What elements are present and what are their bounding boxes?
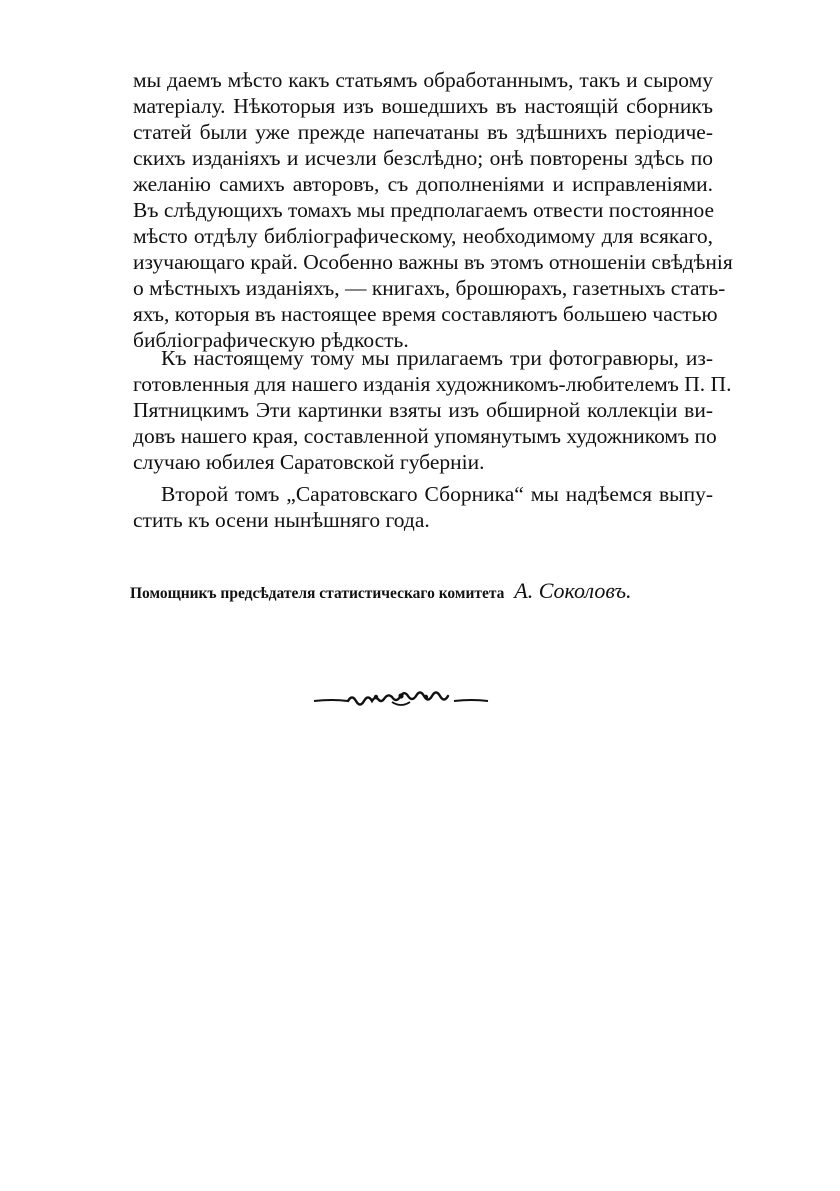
text-line: Въ слѣдующихъ томахъ мы предполагаемъ отвести постоянное (133, 198, 715, 222)
text-line: довъ нашего края, составленной упомянутымъ художникомъ по (133, 424, 717, 448)
text-line: матеріалу. Нѣкоторыя изъ вошедшихъ въ настоящій сборникъ (133, 94, 713, 118)
text-line: статей были уже прежде напечатаны въ здѣшнихъ періодиче- (133, 120, 713, 144)
signature-name: А. Соколовъ. (514, 578, 632, 603)
text-line: библіографическую рѣдкость. (133, 328, 409, 352)
text-line: случаю юбилея Саратовской губерніи. (133, 450, 485, 474)
text-line: готовленныя для нашего изданія художникомъ-любителемъ П. П. (133, 372, 732, 396)
text-line: яхъ, которыя въ настоящее время составляютъ большею частью (133, 302, 718, 326)
text-line: о мѣстныхъ изданіяхъ, — книгахъ, брошюрахъ, газетныхъ стать- (133, 276, 726, 300)
paragraph-continuation (133, 67, 733, 353)
text-line: изучающаго край. Особенно важны въ этомъ отношеніи свѣдѣнія (133, 250, 733, 274)
text-line: Пятницкимъ Эти картинки взяты изъ обширной коллекціи ви- (133, 398, 713, 422)
text-line: Къ настоящему тому мы прилагаемъ три фотогравюры, из- (161, 346, 713, 370)
decorative-divider-icon (312, 688, 490, 712)
text-line: скихъ изданіяхъ и исчезли безслѣдно; онѣ повторены здѣсь по (133, 146, 713, 170)
paragraph-second-volume (133, 481, 713, 533)
text-line: стить къ осени нынѣшняго года. (133, 508, 430, 532)
text-line: мы даемъ мѣсто какъ статьямъ обработаннымъ, такъ и сырому (133, 68, 713, 92)
paragraph-photogravures (133, 345, 732, 475)
signature (130, 578, 710, 604)
signature-title: Помощникъ предсѣдателя статистическаго комитета (130, 585, 505, 602)
text-line: Второй томъ „Саратовскаго Сборника“ мы надѣемся выпу- (161, 482, 713, 506)
text-line: мѣсто отдѣлу библіографическому, необходимому для всякаго, (133, 224, 713, 248)
text-line: желанію самихъ авторовъ, съ дополненіями и исправленіями. (133, 172, 713, 196)
